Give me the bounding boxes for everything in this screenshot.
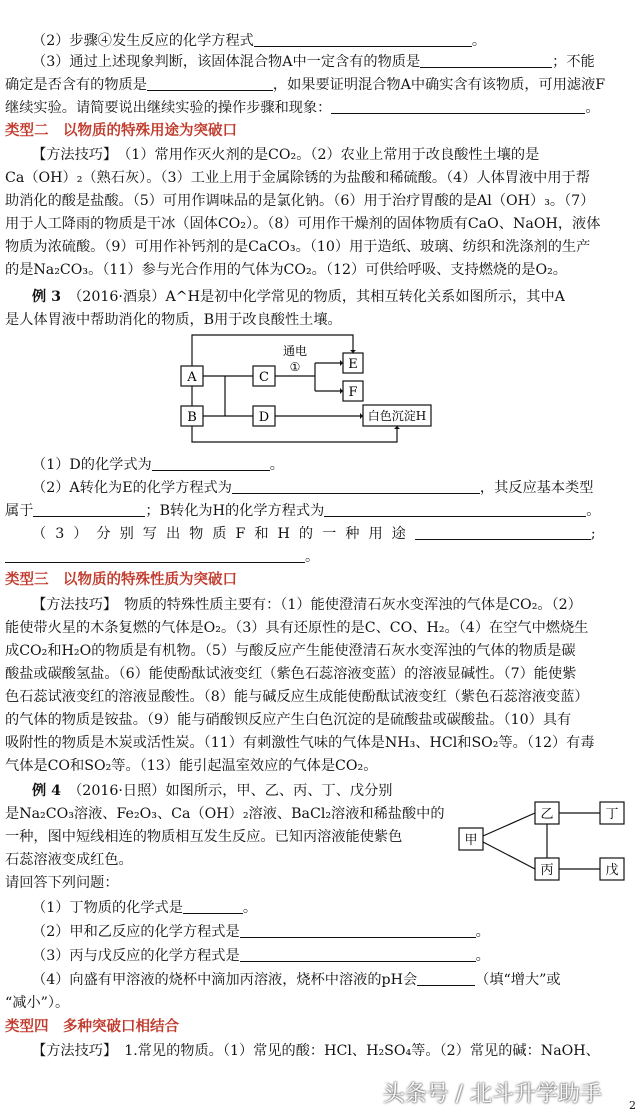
example-4-line-3: 一种，图中短线相连的物质相互发生反应。已知丙溶液能使紫色 [5,829,403,845]
text: 确定是否含有的物质是 [5,77,147,93]
question-3-line-2 [5,75,605,95]
reaction-network-diagram [455,790,635,890]
method-2-line-6: 的是Na₂CO₃。（11）参与光合作用的气体为CO₂。（12）可供给呼吸、支持燃烧的是O₂。 [5,262,567,278]
method-2-line-1: 【方法技巧】 （1）常用作灭火剂的是CO₂。（2）农业上常用于改良酸性土壤的是 [32,147,540,163]
text: ，其反应基本类型 [479,480,594,496]
section-heading-type-3: 类型三 以物质的特殊性质为突破口 [5,572,237,588]
label-ding: 丁 [605,807,619,822]
text: 继续实验。请简要说出继续实验的操作步骤和现象： [5,100,332,116]
answer-blank [417,971,475,986]
label-F: F [348,385,358,400]
question-3-line [32,52,595,72]
example-label: 例 3 [32,289,61,305]
method-3-line-3: 成CO₂和H₂O的物质是有机物。（5）与酸反应产生能使澄清石灰水变浑浊的气体的物质是碳 [5,643,576,659]
label-D: D [258,410,270,425]
answer-blank [183,899,243,914]
question-3-2-cont: 属于 ；B转化为H的化学方程式为 。 [5,503,601,519]
label-wu: 戊 [605,863,619,878]
example-3-line-2: 是人体胃液中帮助消化的物质，B用于改良酸性土壤。 [5,312,342,328]
question-4-2: （2）甲和乙反应的化学方程式是 。 [32,924,490,940]
text: （3）丙与戊反应的化学方程式是 [32,948,240,964]
question-3-1: （1）D的化学式为 。 [32,457,284,473]
text: 属于 [5,503,34,519]
question-4-1: （1）丁物质的化学式是 。 [32,900,258,916]
label-step-1: ① [289,360,301,374]
answer-blank [240,947,476,962]
answer-blank [147,76,273,91]
method-4-line-1: 【方法技巧】 1.常见的物质。（1）常见的酸：HCl、H₂SO₄等。（2）常见的碱：NaOH、 [32,1043,600,1059]
text: （1）丁物质的化学式是 [32,900,183,916]
answer-blank [331,99,585,114]
text: （4）向盛有甲溶液的烧杯中滴加丙溶液，烧杯中溶液的pH会 [32,972,418,988]
method-3-line-1: 【方法技巧】 物质的特殊性质主要有：（1）能使澄清石灰水变浑浊的气体是CO₂。（2） [32,597,582,613]
question-3-2 [32,478,593,498]
text: （2）甲和乙反应的化学方程式是 [32,924,240,940]
method-3-line-6: 的气体的物质是铵盐。（9）能与硝酸钡反应产生白色沉淀的是硫酸盐或碳酸盐。（10）具有 [5,712,572,728]
label-electrolysis: 通电 [282,344,308,358]
text: （3）通过上述现象判断，该固体混合物A中一定含有的物质是 [32,54,421,70]
section-heading-type-2: 类型二 以物质的特殊用途为突破口 [5,123,237,139]
label-yi: 乙 [540,807,554,822]
question-4-3: （3）丙与戊反应的化学方程式是 。 [32,948,490,964]
method-3-line-7: 吸附性的物质是木炭或活性炭。（11）有刺激性气味的气体是NH₃、HCl和SO₂等。（12）有毒 [5,735,595,751]
example-4-line-5: 请回答下列问题： [5,875,119,891]
question-4-4 [32,970,561,990]
question-2-line: （2）步骤④发生反应的化学方程式 。 [32,33,487,49]
answer-blank [232,479,480,494]
example-4-line-1 [32,781,392,801]
question-3-3-cont: 。 [5,547,319,567]
text: （1）D的化学式为 [32,457,152,473]
method-2-line-2: Ca（OH）₂（熟石灰）。（3）工业上用于金属除锈的为盐酸和稀硫酸。（4）人体胃液中用于帮 [5,170,590,186]
label-jia: 甲 [464,833,478,848]
method-3-line-5: 色石蕊试液变红的溶液显酸性。（8）能与碱反应生成能使酚酞试液变红（紫色石蕊溶液变蓝） [5,689,589,705]
label-H: 白色沉淀H [367,409,427,423]
text: （2）A转化为E的化学方程式为 [32,480,232,496]
example-4-line-2: 是Na₂CO₃溶液、Fe₂O₃、Ca（OH）₂溶液、BaCl₂溶液和稀盐酸中的 [5,806,445,822]
text: （2016·酒泉）A^H是初中化学常见的物质，其相互转化关系如图所示，其中A [75,289,565,305]
label-E: E [348,357,358,372]
question-4-4-cont: “减小”）。 [5,995,70,1011]
label-A: A [187,370,197,385]
question-3-3: （3）分别写出物质F和H的一种用途 ; [32,526,605,542]
answer-blank [324,502,586,517]
answer-blank [254,32,472,47]
text: （填“增大”或 [475,972,561,988]
section-heading-type-4: 类型四 多种突破口相结合 [5,1019,179,1035]
example-3-line-1 [32,287,565,307]
text: ；B转化为H的化学方程式为 [145,503,325,519]
reaction-flow-diagram [175,328,440,448]
method-3-line-4: 酸盐或碳酸氢盐。（6）能使酚酞试液变红（紫色石蕊溶液变蓝）的溶液显碱性。（7）能使紫 [5,666,577,682]
text: （2016·日照）如图所示，甲、乙、丙、丁、戊分别 [75,783,393,799]
method-3-line-8: 气体是CO和SO₂等。（13）能引起温室效应的气体是CO₂。 [5,758,378,774]
answer-blank [420,53,552,68]
answer-blank [5,548,305,563]
answer-blank [152,456,270,471]
answer-blank [415,525,591,540]
example-4-line-4: 石蕊溶液变成红色。 [5,852,133,868]
answer-blank [240,923,476,938]
label-bing: 丙 [540,863,554,878]
text: ，如果要证明混合物A中确实含有该物质，可用滤液F [272,77,606,93]
method-3-line-2: 能使带火星的木条复燃的气体是O₂。（3）具有还原性的是C、CO、H₂。（4）在空气中燃烧生 [5,620,589,636]
text: （2）步骤④发生反应的化学方程式 [32,33,254,49]
example-label: 例 4 [32,783,61,799]
label-B: B [187,410,197,425]
answer-blank [33,502,145,517]
page-number: 2 [629,1099,636,1112]
label-C: C [259,370,269,385]
method-2-line-5: 物质为浓硫酸。（9）可用作补钙剂的是CaCO₃。（10）用于造纸、玻璃、纺织和洗涤剂的生产 [5,239,591,255]
question-3-line-3: 继续实验。请简要说出继续实验的操作步骤和现象： 。 [5,100,600,116]
watermark: 头条号 / 北斗升学助手 [382,1082,602,1107]
method-2-line-4: 用于人工降雨的物质是干冰（固体CO₂）。（8）可用作干燥剂的固体物质有CaO、NaOH，液体 [5,216,601,232]
text: ；不能 [552,54,595,70]
method-2-line-3: 助消化的酸是盐酸。（5）可用作调味品的是氯化钠。（6）用于治疗胃酸的是Al（OH）₃。（7） [5,193,595,209]
text: （3）分别写出物质F和H的一种用途 [32,526,415,542]
